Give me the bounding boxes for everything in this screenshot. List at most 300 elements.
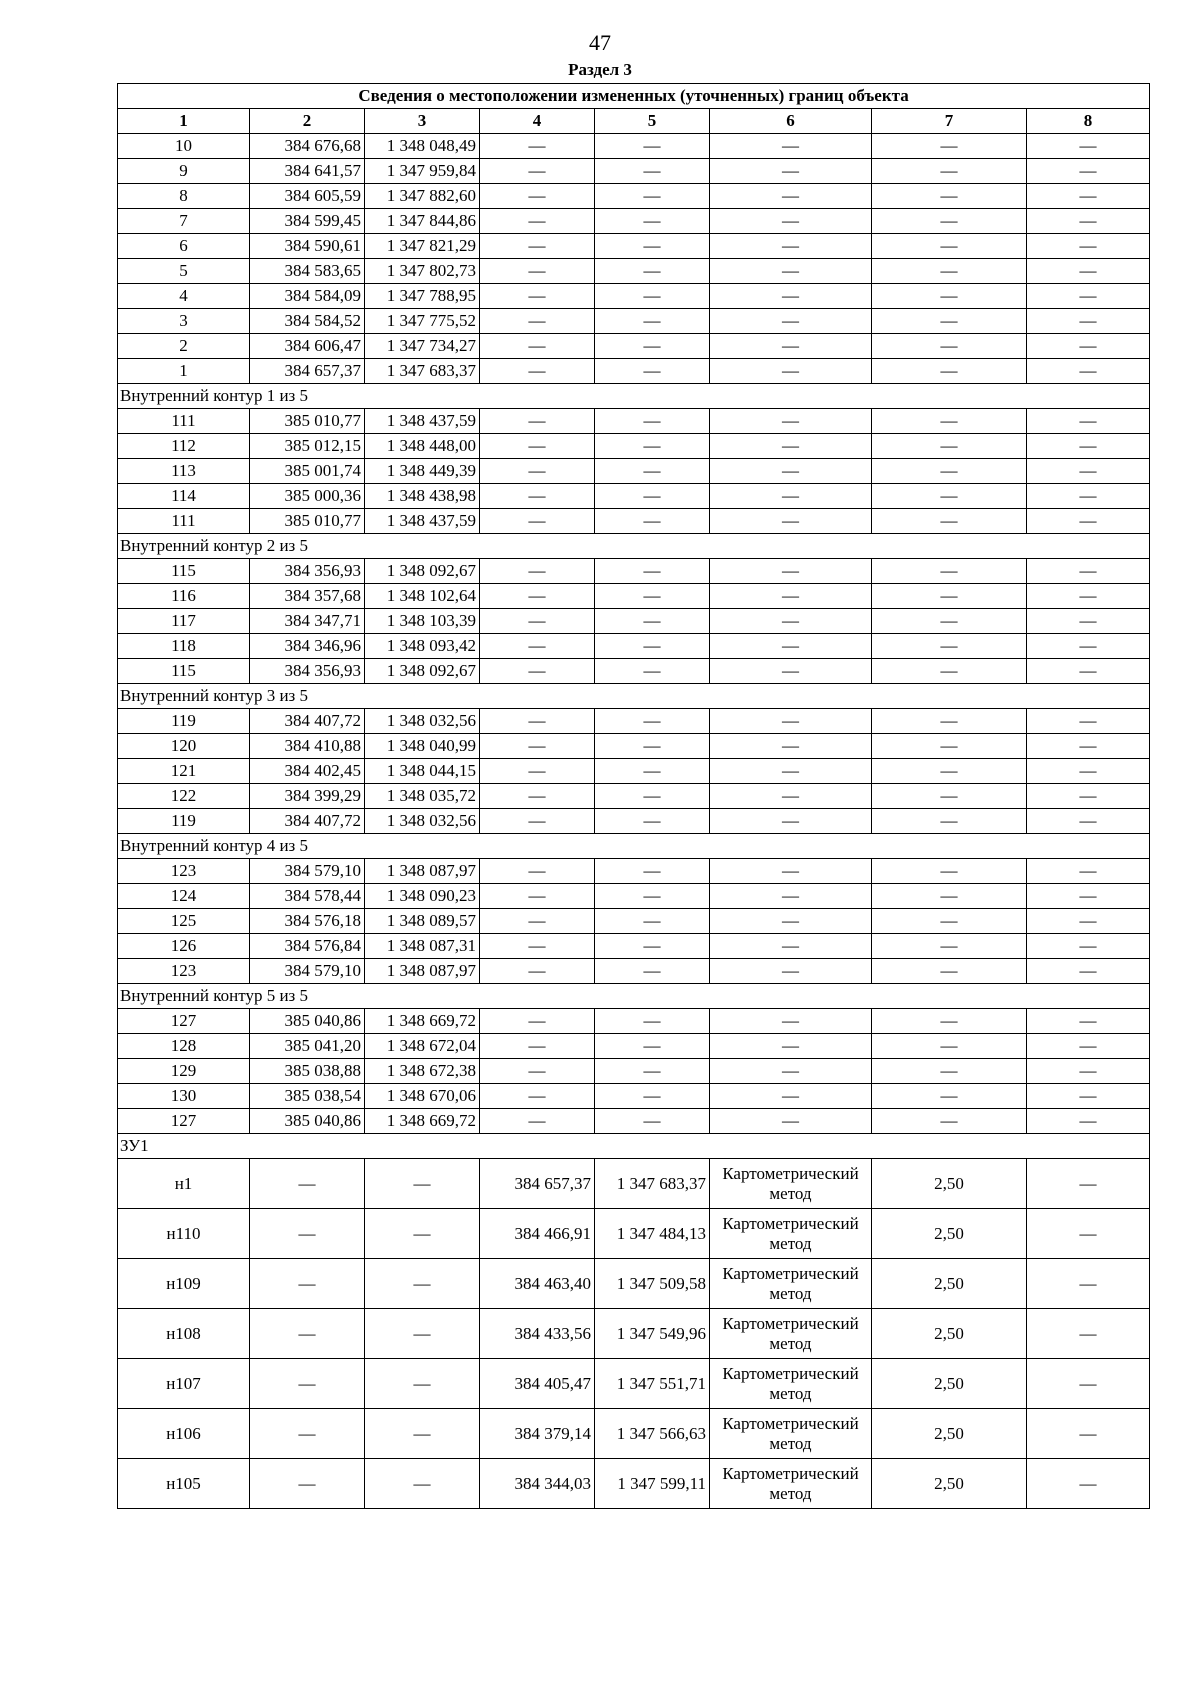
- cell-col-7: —: [872, 1034, 1027, 1059]
- cell-col-5: —: [595, 609, 710, 634]
- point-row: [118, 409, 1150, 434]
- cell-col-2: —: [250, 1259, 365, 1309]
- cell-col-7: 2,50: [872, 1409, 1027, 1459]
- point-row: [118, 334, 1150, 359]
- boundary-coordinates-table: [117, 83, 1150, 1509]
- column-header: 6: [710, 109, 872, 134]
- cell-col-2: 384 579,10: [250, 959, 365, 984]
- cell-col-1: 128: [118, 1034, 250, 1059]
- cell-col-5: —: [595, 634, 710, 659]
- cell-col-4: —: [480, 934, 595, 959]
- cell-col-6: —: [710, 459, 872, 484]
- cell-col-5: 1 347 509,58: [595, 1259, 710, 1309]
- new-point-row: [118, 1209, 1150, 1259]
- cell-col-5: —: [595, 709, 710, 734]
- point-row: [118, 1059, 1150, 1084]
- cell-col-8: —: [1027, 1084, 1150, 1109]
- cell-col-6: —: [710, 409, 872, 434]
- cell-col-1: 127: [118, 1009, 250, 1034]
- new-point-row: [118, 1159, 1150, 1209]
- cell-col-5: 1 347 599,11: [595, 1459, 710, 1509]
- cell-col-8: —: [1027, 1109, 1150, 1134]
- cell-col-1: н109: [118, 1259, 250, 1309]
- cell-col-5: —: [595, 484, 710, 509]
- cell-col-4: —: [480, 1109, 595, 1134]
- cell-col-6: —: [710, 334, 872, 359]
- cell-col-4: —: [480, 259, 595, 284]
- cell-col-1: 114: [118, 484, 250, 509]
- cell-col-6: —: [710, 1059, 872, 1084]
- column-header: 1: [118, 109, 250, 134]
- cell-col-2: 385 012,15: [250, 434, 365, 459]
- cell-col-4: —: [480, 409, 595, 434]
- cell-col-6: Картометрический метод: [710, 1309, 872, 1359]
- contour-group-label: ЗУ1: [118, 1134, 1150, 1159]
- cell-col-8: —: [1027, 209, 1150, 234]
- cell-col-5: —: [595, 659, 710, 684]
- column-header: 4: [480, 109, 595, 134]
- cell-col-8: —: [1027, 709, 1150, 734]
- cell-col-3: 1 348 087,31: [365, 934, 480, 959]
- point-row: [118, 434, 1150, 459]
- cell-col-8: —: [1027, 1359, 1150, 1409]
- cell-col-7: —: [872, 1084, 1027, 1109]
- cell-col-7: 2,50: [872, 1259, 1027, 1309]
- cell-col-8: —: [1027, 1159, 1150, 1209]
- point-row: [118, 184, 1150, 209]
- contour-group-row: [118, 534, 1150, 559]
- cell-col-4: 384 433,56: [480, 1309, 595, 1359]
- cell-col-4: —: [480, 759, 595, 784]
- cell-col-4: —: [480, 784, 595, 809]
- cell-col-5: —: [595, 1034, 710, 1059]
- cell-col-8: —: [1027, 484, 1150, 509]
- cell-col-4: —: [480, 159, 595, 184]
- cell-col-2: —: [250, 1359, 365, 1409]
- cell-col-6: Картометрический метод: [710, 1159, 872, 1209]
- cell-col-1: 119: [118, 809, 250, 834]
- column-header: 3: [365, 109, 480, 134]
- cell-col-5: —: [595, 559, 710, 584]
- cell-col-6: —: [710, 584, 872, 609]
- cell-col-4: 384 466,91: [480, 1209, 595, 1259]
- cell-col-4: 384 344,03: [480, 1459, 595, 1509]
- cell-col-4: —: [480, 884, 595, 909]
- cell-col-7: —: [872, 909, 1027, 934]
- cell-col-5: —: [595, 309, 710, 334]
- cell-col-3: 1 347 802,73: [365, 259, 480, 284]
- cell-col-4: —: [480, 859, 595, 884]
- point-row: [118, 884, 1150, 909]
- cell-col-6: —: [710, 784, 872, 809]
- cell-col-3: 1 347 683,37: [365, 359, 480, 384]
- cell-col-2: 384 578,44: [250, 884, 365, 909]
- cell-col-8: —: [1027, 659, 1150, 684]
- point-row: [118, 284, 1150, 309]
- cell-col-6: —: [710, 634, 872, 659]
- cell-col-5: —: [595, 1084, 710, 1109]
- cell-col-5: 1 347 484,13: [595, 1209, 710, 1259]
- cell-col-5: —: [595, 359, 710, 384]
- cell-col-3: 1 347 882,60: [365, 184, 480, 209]
- cell-col-7: —: [872, 509, 1027, 534]
- cell-col-1: 124: [118, 884, 250, 909]
- column-header: 2: [250, 109, 365, 134]
- cell-col-8: —: [1027, 1009, 1150, 1034]
- cell-col-5: —: [595, 759, 710, 784]
- cell-col-2: —: [250, 1159, 365, 1209]
- cell-col-8: —: [1027, 884, 1150, 909]
- cell-col-1: 125: [118, 909, 250, 934]
- cell-col-3: 1 348 092,67: [365, 659, 480, 684]
- contour-group-label: Внутренний контур 2 из 5: [118, 534, 1150, 559]
- cell-col-2: 384 356,93: [250, 659, 365, 684]
- cell-col-1: 8: [118, 184, 250, 209]
- cell-col-2: 384 356,93: [250, 559, 365, 584]
- cell-col-6: —: [710, 859, 872, 884]
- cell-col-3: 1 348 089,57: [365, 909, 480, 934]
- cell-col-2: 384 402,45: [250, 759, 365, 784]
- cell-col-2: 385 010,77: [250, 409, 365, 434]
- cell-col-4: —: [480, 584, 595, 609]
- cell-col-7: —: [872, 1059, 1027, 1084]
- cell-col-1: 10: [118, 134, 250, 159]
- cell-col-4: —: [480, 709, 595, 734]
- point-row: [118, 1009, 1150, 1034]
- contour-group-row: [118, 1134, 1150, 1159]
- page-number: 47: [589, 30, 611, 55]
- cell-col-4: —: [480, 809, 595, 834]
- cell-col-3: 1 348 672,04: [365, 1034, 480, 1059]
- cell-col-1: н106: [118, 1409, 250, 1459]
- cell-col-7: —: [872, 1109, 1027, 1134]
- cell-col-3: 1 348 437,59: [365, 509, 480, 534]
- cell-col-5: —: [595, 1059, 710, 1084]
- point-row: [118, 759, 1150, 784]
- cell-col-8: —: [1027, 359, 1150, 384]
- cell-col-2: 385 010,77: [250, 509, 365, 534]
- cell-col-2: 384 599,45: [250, 209, 365, 234]
- cell-col-1: 116: [118, 584, 250, 609]
- cell-col-7: —: [872, 859, 1027, 884]
- cell-col-7: —: [872, 559, 1027, 584]
- point-row: [118, 484, 1150, 509]
- cell-col-2: —: [250, 1209, 365, 1259]
- cell-col-4: —: [480, 134, 595, 159]
- cell-col-1: 129: [118, 1059, 250, 1084]
- cell-col-6: —: [710, 759, 872, 784]
- cell-col-1: 111: [118, 509, 250, 534]
- cell-col-6: —: [710, 1034, 872, 1059]
- cell-col-2: 384 579,10: [250, 859, 365, 884]
- cell-col-8: —: [1027, 1409, 1150, 1459]
- cell-col-2: 385 000,36: [250, 484, 365, 509]
- cell-col-4: —: [480, 459, 595, 484]
- contour-group-label: Внутренний контур 4 из 5: [118, 834, 1150, 859]
- cell-col-8: —: [1027, 259, 1150, 284]
- cell-col-4: —: [480, 309, 595, 334]
- cell-col-3: 1 348 672,38: [365, 1059, 480, 1084]
- cell-col-6: —: [710, 184, 872, 209]
- cell-col-7: —: [872, 884, 1027, 909]
- cell-col-1: 9: [118, 159, 250, 184]
- cell-col-6: Картометрический метод: [710, 1409, 872, 1459]
- cell-col-7: —: [872, 959, 1027, 984]
- cell-col-3: 1 348 669,72: [365, 1109, 480, 1134]
- cell-col-5: —: [595, 409, 710, 434]
- cell-col-1: 119: [118, 709, 250, 734]
- cell-col-1: 113: [118, 459, 250, 484]
- cell-col-7: —: [872, 459, 1027, 484]
- cell-col-5: 1 347 683,37: [595, 1159, 710, 1209]
- cell-col-8: —: [1027, 909, 1150, 934]
- cell-col-3: 1 348 040,99: [365, 734, 480, 759]
- cell-col-4: —: [480, 1009, 595, 1034]
- cell-col-6: —: [710, 809, 872, 834]
- cell-col-1: 3: [118, 309, 250, 334]
- cell-col-8: —: [1027, 859, 1150, 884]
- cell-col-3: 1 347 775,52: [365, 309, 480, 334]
- cell-col-3: 1 348 669,72: [365, 1009, 480, 1034]
- cell-col-2: 384 576,18: [250, 909, 365, 934]
- cell-col-7: —: [872, 409, 1027, 434]
- cell-col-5: —: [595, 1009, 710, 1034]
- cell-col-5: —: [595, 134, 710, 159]
- cell-col-1: 112: [118, 434, 250, 459]
- cell-col-6: —: [710, 909, 872, 934]
- contour-group-row: [118, 384, 1150, 409]
- cell-col-8: —: [1027, 959, 1150, 984]
- cell-col-5: —: [595, 959, 710, 984]
- cell-col-1: 121: [118, 759, 250, 784]
- point-row: [118, 159, 1150, 184]
- cell-col-7: —: [872, 759, 1027, 784]
- cell-col-6: —: [710, 359, 872, 384]
- cell-col-5: —: [595, 584, 710, 609]
- cell-col-6: —: [710, 959, 872, 984]
- cell-col-6: Картометрический метод: [710, 1459, 872, 1509]
- cell-col-4: —: [480, 334, 595, 359]
- cell-col-2: 384 583,65: [250, 259, 365, 284]
- cell-col-8: —: [1027, 509, 1150, 534]
- cell-col-4: —: [480, 184, 595, 209]
- cell-col-7: —: [872, 1009, 1027, 1034]
- cell-col-5: —: [595, 909, 710, 934]
- cell-col-6: —: [710, 1084, 872, 1109]
- cell-col-5: —: [595, 284, 710, 309]
- cell-col-7: —: [872, 709, 1027, 734]
- cell-col-5: —: [595, 159, 710, 184]
- cell-col-1: 111: [118, 409, 250, 434]
- cell-col-4: —: [480, 1084, 595, 1109]
- cell-col-8: —: [1027, 934, 1150, 959]
- cell-col-8: —: [1027, 1309, 1150, 1359]
- cell-col-6: —: [710, 159, 872, 184]
- cell-col-2: —: [250, 1409, 365, 1459]
- cell-col-7: 2,50: [872, 1309, 1027, 1359]
- point-row: [118, 209, 1150, 234]
- cell-col-1: 2: [118, 334, 250, 359]
- cell-col-8: —: [1027, 1459, 1150, 1509]
- cell-col-2: 385 041,20: [250, 1034, 365, 1059]
- cell-col-5: —: [595, 184, 710, 209]
- cell-col-4: —: [480, 609, 595, 634]
- cell-col-7: —: [872, 784, 1027, 809]
- cell-col-1: 120: [118, 734, 250, 759]
- cell-col-6: —: [710, 734, 872, 759]
- cell-col-1: 115: [118, 559, 250, 584]
- cell-col-6: —: [710, 284, 872, 309]
- point-row: [118, 134, 1150, 159]
- cell-col-2: 385 038,54: [250, 1084, 365, 1109]
- point-row: [118, 934, 1150, 959]
- point-row: [118, 959, 1150, 984]
- cell-col-3: 1 348 103,39: [365, 609, 480, 634]
- point-row: [118, 359, 1150, 384]
- cell-col-5: —: [595, 884, 710, 909]
- cell-col-6: —: [710, 934, 872, 959]
- cell-col-1: 4: [118, 284, 250, 309]
- cell-col-1: 6: [118, 234, 250, 259]
- cell-col-5: 1 347 551,71: [595, 1359, 710, 1409]
- point-row: [118, 259, 1150, 284]
- cell-col-5: —: [595, 334, 710, 359]
- point-row: [118, 1034, 1150, 1059]
- cell-col-3: 1 348 437,59: [365, 409, 480, 434]
- cell-col-6: —: [710, 509, 872, 534]
- point-row: [118, 909, 1150, 934]
- cell-col-7: 2,50: [872, 1159, 1027, 1209]
- cell-col-7: —: [872, 184, 1027, 209]
- cell-col-5: —: [595, 209, 710, 234]
- cell-col-6: —: [710, 559, 872, 584]
- cell-col-8: —: [1027, 1059, 1150, 1084]
- contour-group-label: Внутренний контур 1 из 5: [118, 384, 1150, 409]
- cell-col-2: —: [250, 1459, 365, 1509]
- cell-col-4: 384 463,40: [480, 1259, 595, 1309]
- cell-col-1: н108: [118, 1309, 250, 1359]
- cell-col-4: —: [480, 959, 595, 984]
- cell-col-8: —: [1027, 809, 1150, 834]
- cell-col-3: 1 348 032,56: [365, 709, 480, 734]
- cell-col-3: 1 347 844,86: [365, 209, 480, 234]
- cell-col-2: 384 657,37: [250, 359, 365, 384]
- cell-col-6: —: [710, 234, 872, 259]
- cell-col-2: 385 001,74: [250, 459, 365, 484]
- contour-group-row: [118, 834, 1150, 859]
- cell-col-2: 384 347,71: [250, 609, 365, 634]
- cell-col-1: 123: [118, 859, 250, 884]
- cell-col-7: —: [872, 734, 1027, 759]
- cell-col-2: 384 641,57: [250, 159, 365, 184]
- cell-col-7: —: [872, 584, 1027, 609]
- new-point-row: [118, 1309, 1150, 1359]
- cell-col-8: —: [1027, 234, 1150, 259]
- point-row: [118, 784, 1150, 809]
- cell-col-1: н105: [118, 1459, 250, 1509]
- cell-col-6: —: [710, 1109, 872, 1134]
- cell-col-5: —: [595, 459, 710, 484]
- cell-col-1: 117: [118, 609, 250, 634]
- cell-col-3: 1 347 788,95: [365, 284, 480, 309]
- point-row: [118, 709, 1150, 734]
- section-title: Раздел 3: [568, 60, 632, 79]
- cell-col-6: —: [710, 309, 872, 334]
- cell-col-6: —: [710, 659, 872, 684]
- cell-col-4: —: [480, 284, 595, 309]
- cell-col-8: —: [1027, 134, 1150, 159]
- cell-col-8: —: [1027, 409, 1150, 434]
- cell-col-4: —: [480, 434, 595, 459]
- cell-col-8: —: [1027, 184, 1150, 209]
- cell-col-7: —: [872, 309, 1027, 334]
- cell-col-6: —: [710, 434, 872, 459]
- cell-col-5: 1 347 566,63: [595, 1409, 710, 1459]
- cell-col-7: —: [872, 484, 1027, 509]
- cell-col-6: Картометрический метод: [710, 1209, 872, 1259]
- cell-col-8: —: [1027, 559, 1150, 584]
- cell-col-5: —: [595, 734, 710, 759]
- cell-col-8: —: [1027, 309, 1150, 334]
- cell-col-5: —: [595, 1109, 710, 1134]
- cell-col-8: —: [1027, 784, 1150, 809]
- cell-col-6: —: [710, 609, 872, 634]
- cell-col-3: 1 348 438,98: [365, 484, 480, 509]
- cell-col-3: —: [365, 1459, 480, 1509]
- cell-col-8: —: [1027, 284, 1150, 309]
- cell-col-3: —: [365, 1309, 480, 1359]
- cell-col-1: н107: [118, 1359, 250, 1409]
- new-point-row: [118, 1259, 1150, 1309]
- cell-col-4: —: [480, 209, 595, 234]
- cell-col-8: —: [1027, 334, 1150, 359]
- cell-col-7: —: [872, 659, 1027, 684]
- cell-col-4: —: [480, 559, 595, 584]
- cell-col-8: —: [1027, 1209, 1150, 1259]
- cell-col-4: —: [480, 1034, 595, 1059]
- point-row: [118, 509, 1150, 534]
- cell-col-8: —: [1027, 459, 1150, 484]
- cell-col-2: 384 357,68: [250, 584, 365, 609]
- cell-col-3: —: [365, 1209, 480, 1259]
- contour-group-label: Внутренний контур 3 из 5: [118, 684, 1150, 709]
- cell-col-7: 2,50: [872, 1209, 1027, 1259]
- cell-col-8: —: [1027, 1034, 1150, 1059]
- cell-col-2: 384 346,96: [250, 634, 365, 659]
- cell-col-6: —: [710, 709, 872, 734]
- cell-col-2: 384 605,59: [250, 184, 365, 209]
- point-row: [118, 809, 1150, 834]
- cell-col-3: 1 348 087,97: [365, 959, 480, 984]
- cell-col-4: —: [480, 659, 595, 684]
- cell-col-2: 384 676,68: [250, 134, 365, 159]
- cell-col-3: 1 348 048,49: [365, 134, 480, 159]
- cell-col-2: 385 040,86: [250, 1109, 365, 1134]
- cell-col-4: —: [480, 1059, 595, 1084]
- point-row: [118, 734, 1150, 759]
- cell-col-6: —: [710, 1009, 872, 1034]
- cell-col-4: —: [480, 634, 595, 659]
- cell-col-1: 126: [118, 934, 250, 959]
- cell-col-5: —: [595, 234, 710, 259]
- cell-col-5: —: [595, 859, 710, 884]
- cell-col-7: —: [872, 809, 1027, 834]
- cell-col-7: —: [872, 284, 1027, 309]
- cell-col-3: 1 348 449,39: [365, 459, 480, 484]
- cell-col-5: —: [595, 509, 710, 534]
- cell-col-3: —: [365, 1409, 480, 1459]
- point-row: [118, 634, 1150, 659]
